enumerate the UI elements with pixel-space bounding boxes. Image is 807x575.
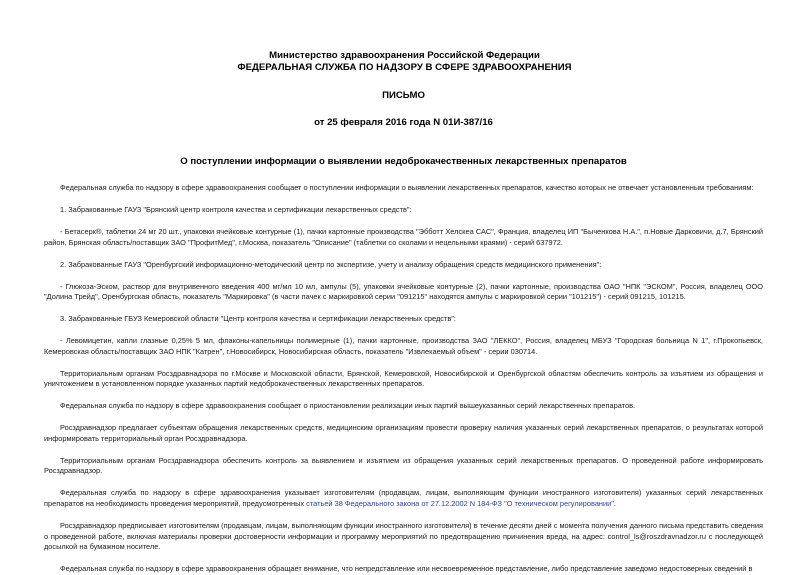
- law-article-link[interactable]: статьей 38 Федерального закона от 27.12.2002 N 184-ФЗ "О техническом регулировании": [306, 498, 614, 508]
- paragraph-item-1-heading: 1. Забракованные ГАУЗ "Брянский центр контроля качества и сертификации лекарственных средств":: [60, 204, 412, 214]
- paragraph-manufacturers-notice: [44, 488, 763, 509]
- ministry-name: Министерство здравоохранения Российской Федерации: [269, 50, 540, 61]
- paragraph-manufacturers-end: .: [613, 498, 616, 508]
- letter-type: ПИСЬМО: [382, 90, 425, 101]
- paragraph-item-2-detail: - Глюкоза-Эском, раствор для внутривенного введения 400 мг/мл 10 мл, ампулы (5), упаковки ячейковые контурные (2), пачки картонные, производства ОАО "НПК "ЭСКОМ", Россия, владелец ООО "Долина Трейд", Оренбургская область, показатель "Маркировка" (в части пачек с маркировкой серии "091215" находятся ампулы с маркировкой серии "101215") - серий 091215, 101215.: [44, 281, 763, 302]
- letter-header: [46, 50, 763, 74]
- paragraph-item-3-detail: - Левомицетин, капли глазные 0,25% 5 мл, флаконы-капельницы полимерные (1), пачки картонные, производства ЗАО "ЛЕККО", Россия, владелец МБУЗ "Городская больница N 1", г.Прокопьевск, Кемеровская область/поставщик ЗАО НПК "Катрен", г.Новосибирск, Новосибирская область, показатель "Извлекаемый объем" - серии 030714.: [44, 336, 763, 356]
- paragraph-item-1-detail: - Бетасерк®, таблетки 24 мг 20 шт., упаковки ячейковые контурные (1), пачки картонные производства "Эбботт Хелскеа САС", Франция, владелец ИП "Быченкова Н.А.", п.Новые Дарковичи, д.7, Брянский район, Брянская область/поставщик ЗАО "ПрофитМед", г.Москва, показатель "Описание" (таблетки со сколами и нецельными краями) - серий 637972.: [44, 226, 763, 247]
- letter-date-number: от 25 февраля 2016 года N 01И-387/16: [314, 117, 493, 128]
- paragraph-attention: Федеральная служба по надзору в сфере здравоохранения обращает внимание, что непредставление или несвоевременное представление, либо представление заведомо недостоверных сведений в: [60, 564, 753, 574]
- letter-body: [44, 183, 763, 575]
- paragraph-territorial-control: Территориальным органам Росздравнадзора по г.Москве и Московской области, Брянской, Кемеровской, Новосибирской и Оренбургской областям обеспечить контроль за изъятием из обращения и уничтожением в установленном порядке указанных партий недоброкачественных лекарственных препаратов.: [44, 368, 763, 389]
- paragraph-manufacturers-text: Федеральная служба по надзору в сфере здравоохранения указывает изготовителям (продавцам, лицам, выполняющим функции иностранного изготовителя) указанных серий лекарственных препаратов на необходимость проведения мероприятий, предусмотренных: [44, 488, 763, 508]
- paragraph-item-3-heading: 3. Забракованные ГБУЗ Кемеровской области "Центр контроля качества и сертификации лекарственных средств":: [60, 314, 456, 324]
- paragraph-item-2-heading: 2. Забракованные ГАУЗ "Оренбургский информационно-методический центр по экспертизе, учету и анализу обращения средств медицинского применения":: [60, 259, 602, 269]
- paragraph-intro: Федеральная служба по надзору в сфере здравоохранения сообщает о поступлении информации о выявлении лекарственных препаратов, качество которых не отвечает установленным требованиям:: [60, 183, 754, 192]
- paragraph-check-proposal: Росздравнадзор предлагает субъектам обращения лекарственных средств, медицинским организациям провести проверку наличия указанных серий лекарственных препаратов, о результатах которой информировать территориальный орган Росздравнадзора.: [44, 423, 763, 443]
- service-name: ФЕДЕРАЛЬНАЯ СЛУЖБА ПО НАДЗОРУ В СФЕРЕ ЗДРАВООХРАНЕНИЯ: [237, 62, 572, 73]
- paragraph-report-requirement: Росздравнадзор предписывает изготовителям (продавцам, лицам, выполняющим функции иностранного изготовителя) в течение десяти дней с момента получения данного письма представить сведения о проведенной работе, включая материалы проверки достоверности информации и программу мероприятий по предотвращению причинения вреда, на адрес: control_ls@roszdravnadzor.ru с последующей досылкой на бумажном носителе.: [44, 520, 763, 552]
- paragraph-suspension: Федеральная служба по надзору в сфере здравоохранения сообщает о приостановлении реализации иных партий вышеуказанных серий лекарственных препаратов.: [60, 401, 636, 411]
- letter-subject: О поступлении информации о выявлении недоброкачественных лекарственных препаратов: [180, 156, 627, 167]
- paragraph-territorial-withdrawal: Территориальным органам Росздравнадзора обеспечить контроль за выявлением и изъятием из обращения указанных серий лекарственных препаратов. О проведенной работе информировать Росздравнадзор.: [44, 455, 763, 476]
